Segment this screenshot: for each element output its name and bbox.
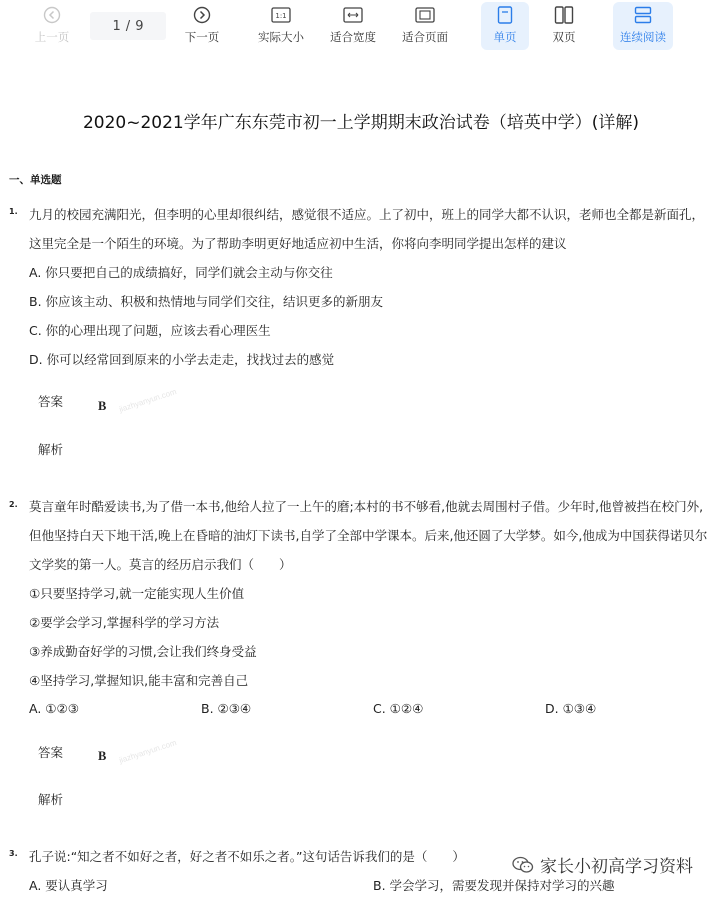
double-page-button[interactable] [540,2,588,50]
next-page-label: 下一页 [184,30,220,44]
question-stem-line: ①只要坚持学习,就一定能实现人生价值 [29,586,245,601]
watermark: jiazhyanyun.com [118,738,178,765]
wechat-icon [512,856,534,874]
actual-size-button[interactable] [250,2,312,50]
answer-option: C. 你的心理出现了问题，应该去看心理医生 [29,323,271,338]
total-pages-value: 9 [135,18,144,34]
answer-label: 答案 [38,394,64,409]
question-stem-line: ②要学会学习,掌握科学的学习方法 [29,615,220,630]
wechat-brand-overlay [512,852,693,877]
chevron-left-circle-icon [43,2,61,28]
viewer-toolbar [0,0,722,54]
fit-width-icon [343,2,363,28]
answer-option: A. 你只要把自己的成绩搞好，同学们就会主动与你交往 [29,265,333,280]
question-stem-line: 这里完全是一个陌生的环境。为了帮助李明更好地适应初中生活，你将向李明同学提出怎样的建议 [29,236,567,251]
fit-width-button[interactable] [324,2,382,50]
question-stem-line: 但他坚持白天下地干活,晚上在昏暗的油灯下读书,自学了全部中学课本。后来,他还圆了大学梦。如今,他成为中国获得诺贝尔 [29,528,708,543]
answer-option: D. ①③④ [545,701,597,716]
single-page-button[interactable] [481,2,529,50]
fit-page-icon [415,2,435,28]
question-number: 3. [9,849,18,858]
document-title: 2020~2021学年广东东莞市初一上学期期末政治试卷（培英中学）(详解) [82,113,640,133]
answer-option: C. ①②④ [373,701,424,716]
watermark: jiazhyanyun.com [118,387,178,414]
single-page-icon [497,2,513,28]
page-indicator[interactable] [90,12,166,40]
question-stem-line: 孔子说:“知之者不如好之者，好之者不如乐之者。”这句话告诉我们的是（ ） [29,849,465,864]
brand-text: 家长小初高学习资料 [540,857,693,877]
question-stem-line: ③养成勤奋好学的习惯,会让我们终身受益 [29,644,257,659]
fit-width-label: 适合宽度 [330,30,376,44]
svg-text:1:1: 1:1 [275,12,287,20]
single-page-label: 单页 [493,30,517,44]
chevron-right-circle-icon [193,2,211,28]
fit-page-button[interactable] [396,2,454,50]
answer-value: B [98,399,107,413]
answer-option: D. 你可以经常回到原来的小学去走走，找找过去的感觉 [29,352,335,367]
analysis-label: 解析 [38,792,64,807]
question-stem-line: 文学奖的第一人。莫言的经历启示我们（ ） [29,557,292,572]
analysis-label: 解析 [38,442,64,457]
double-page-icon [554,2,574,28]
answer-label: 答案 [38,745,64,760]
continuous-reading-icon [634,2,652,28]
double-page-label: 双页 [552,30,576,44]
answer-option: B. ②③④ [201,701,252,716]
prev-page-button[interactable] [26,2,78,50]
current-page-value[interactable]: 1 [112,18,121,34]
answer-option: B. 你应该主动、积极和热情地与同学们交往，结识更多的新朋友 [29,294,384,309]
continuous-reading-button[interactable] [613,2,673,50]
answer-option: A. ①②③ [29,701,79,716]
fit-page-label: 适合页面 [402,30,448,44]
question-stem-line: 九月的校园充满阳光，但李明的心里却很纠结，感觉很不适应。上了初中，班上的同学大都不认识，老师也全都是新面孔， [29,207,705,222]
page-separator: / [125,18,131,34]
question-number: 1. [9,207,18,216]
actual-size-label: 实际大小 [258,30,304,44]
answer-option: B. 学会学习，需要发现并保持对学习的兴趣 [373,878,615,893]
prev-page-label: 上一页 [34,30,70,44]
continuous-reading-label: 连续阅读 [620,30,666,44]
answer-value: B [98,749,107,763]
next-page-button[interactable] [176,2,228,50]
question-stem-line: 莫言童年时酷爱读书,为了借一本书,他给人拉了一上午的磨;本村的书不够看,他就去周围村子借。少年时,他曾被挡在校门外, [29,499,704,514]
question-number: 2. [9,500,18,509]
question-stem-line: ④坚持学习,掌握知识,能丰富和完善自己 [29,673,249,688]
answer-option: A. 要认真学习 [29,878,108,893]
actual-size-icon [271,2,291,28]
section-heading: 一、单选题 [9,174,62,186]
